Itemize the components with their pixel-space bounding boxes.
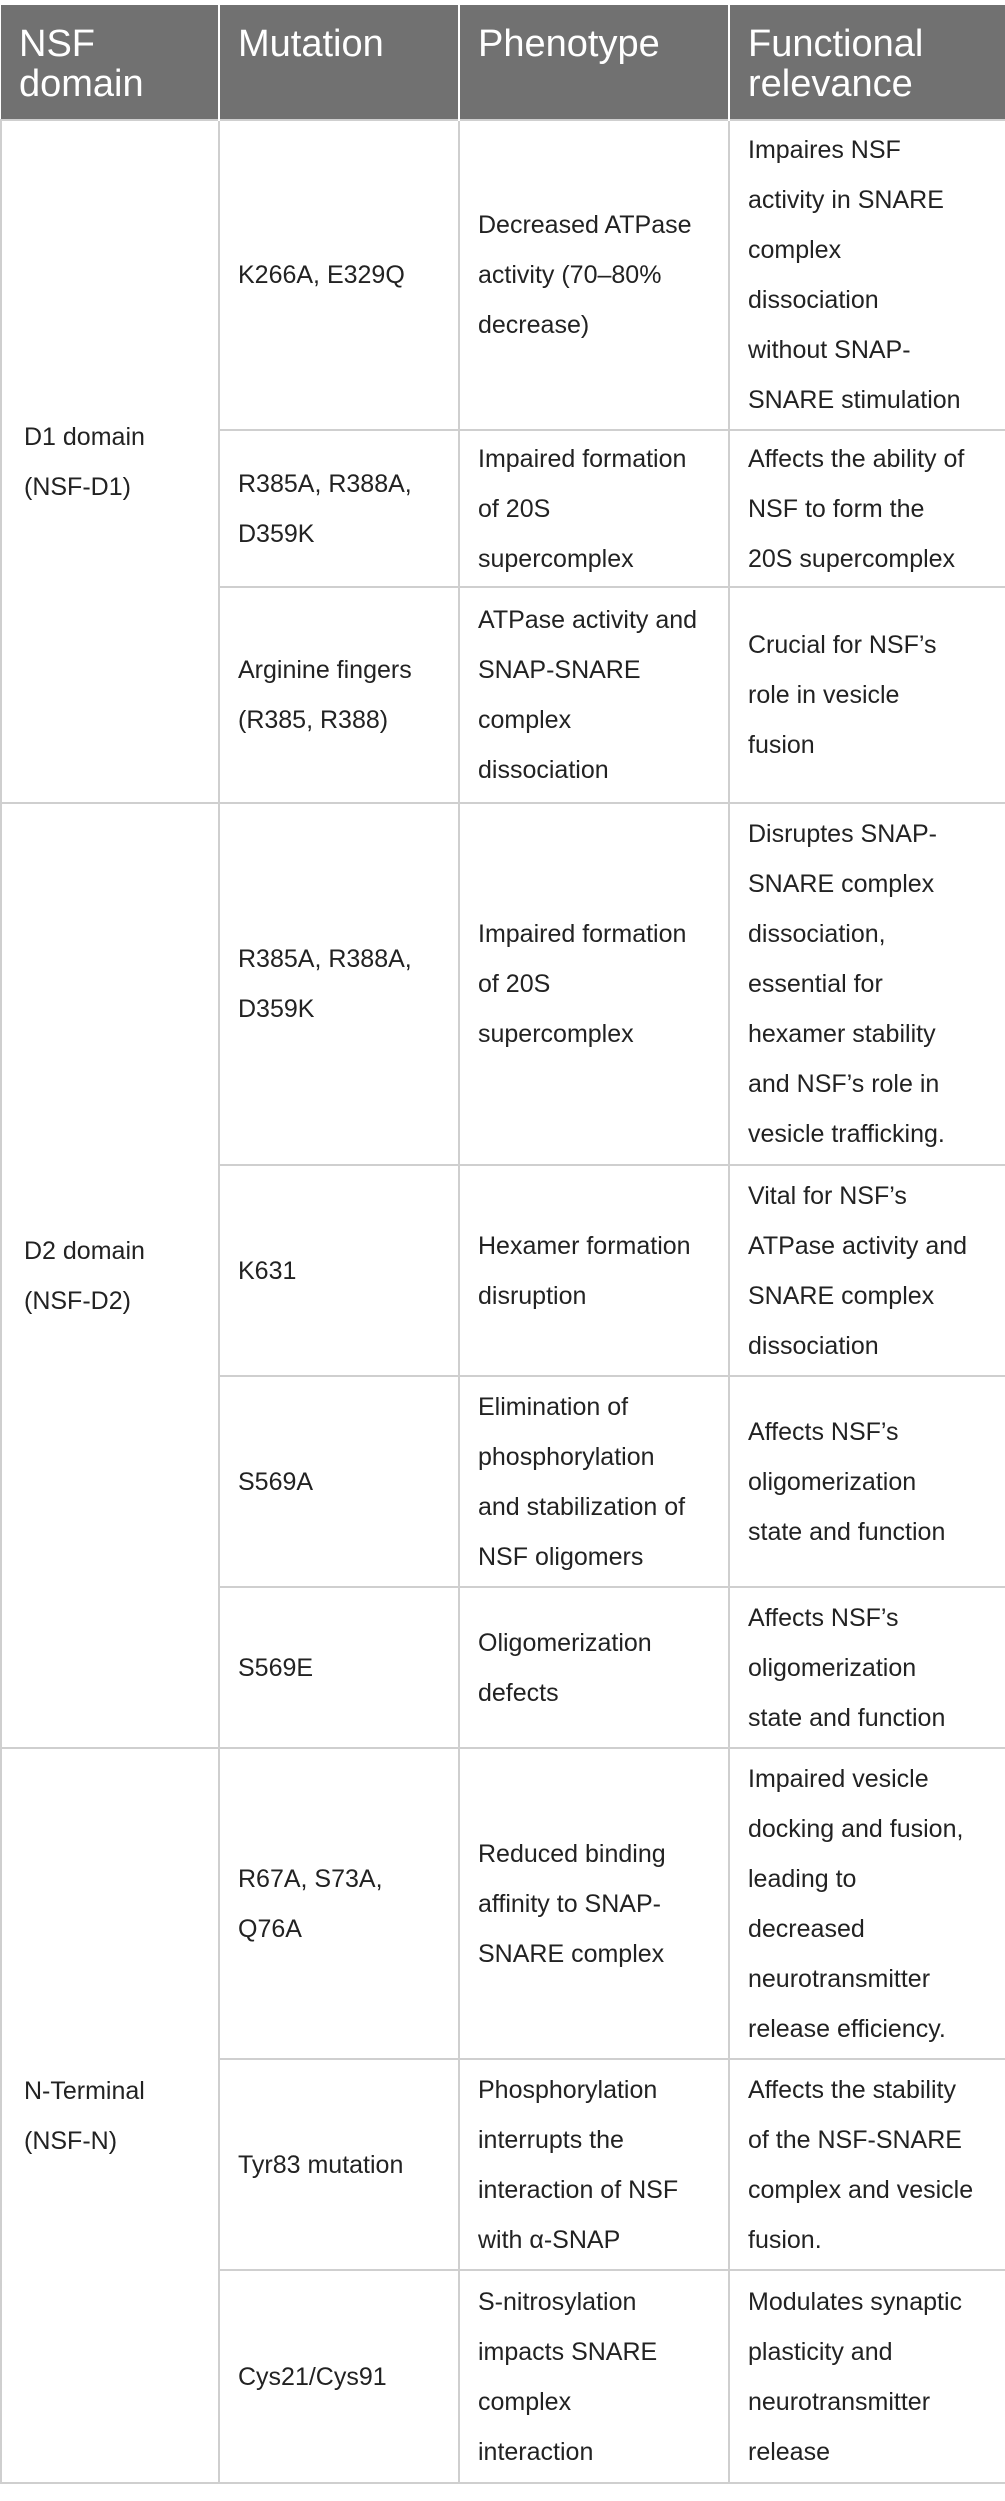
header-functional-relevance: Functional relevance [729, 5, 1005, 120]
phenotype-cell: S-nitrosylation impacts SNARE complex interaction [459, 2270, 729, 2483]
domain-cell: N-Terminal (NSF-N) [1, 1748, 219, 2483]
relevance-cell: Affects the ability of NSF to form the 20S supercomplex [729, 430, 1005, 587]
phenotype-cell: Impaired formation of 20S supercomplex [459, 803, 729, 1165]
phenotype-cell: Oligomerization defects [459, 1587, 729, 1748]
mutation-cell: Cys21/Cys91 [219, 2270, 459, 2483]
relevance-cell: Modulates synaptic plasticity and neurotransmitter release [729, 2270, 1005, 2483]
table-row [1, 803, 1005, 1165]
mutation-cell: R67A, S73A, Q76A [219, 1748, 459, 2059]
mutation-cell: R385A, R388A, D359K [219, 430, 459, 587]
header-nsf-domain: NSF domain [1, 5, 219, 120]
relevance-cell: Impaired vesicle docking and fusion, leading to decreased neurotransmitter release efficiency. [729, 1748, 1005, 2059]
mutation-cell: K266A, E329Q [219, 120, 459, 430]
phenotype-cell: Phosphorylation interrupts the interaction of NSF with α-SNAP [459, 2059, 729, 2270]
phenotype-cell: Reduced binding affinity to SNAP- SNARE complex [459, 1748, 729, 2059]
table-row [1, 120, 1005, 430]
relevance-cell: Impaires NSF activity in SNARE complex dissociation without SNAP- SNARE stimulation [729, 120, 1005, 430]
relevance-cell: Affects NSF’s oligomerization state and function [729, 1587, 1005, 1748]
mutation-cell: S569E [219, 1587, 459, 1748]
phenotype-cell: ATPase activity and SNAP-SNARE complex dissociation [459, 587, 729, 803]
relevance-cell: Disruptes SNAP- SNARE complex dissociation, essential for hexamer stability and NSF’s role in vesicle trafficking. [729, 803, 1005, 1165]
mutation-cell: Tyr83 mutation [219, 2059, 459, 2270]
relevance-cell: Vital for NSF’s ATPase activity and SNARE complex dissociation [729, 1165, 1005, 1376]
header-row [1, 5, 1005, 120]
relevance-cell: Affects the stability of the NSF-SNARE complex and vesicle fusion. [729, 2059, 1005, 2270]
phenotype-cell: Decreased ATPase activity (70–80% decrease) [459, 120, 729, 430]
relevance-cell: Crucial for NSF’s role in vesicle fusion [729, 587, 1005, 803]
phenotype-cell: Impaired formation of 20S supercomplex [459, 430, 729, 587]
table-row [1, 1748, 1005, 2059]
header-mutation: Mutation [219, 5, 459, 120]
domain-cell: D1 domain (NSF-D1) [1, 120, 219, 803]
header-phenotype: Phenotype [459, 5, 729, 120]
mutation-cell: R385A, R388A, D359K [219, 803, 459, 1165]
mutation-cell: S569A [219, 1376, 459, 1587]
nsf-mutation-table [0, 5, 1005, 2484]
relevance-cell: Affects NSF’s oligomerization state and function [729, 1376, 1005, 1587]
domain-cell: D2 domain (NSF-D2) [1, 803, 219, 1748]
phenotype-cell: Elimination of phosphorylation and stabilization of NSF oligomers [459, 1376, 729, 1587]
phenotype-cell: Hexamer formation disruption [459, 1165, 729, 1376]
mutation-cell: Arginine fingers (R385, R388) [219, 587, 459, 803]
mutation-cell: K631 [219, 1165, 459, 1376]
